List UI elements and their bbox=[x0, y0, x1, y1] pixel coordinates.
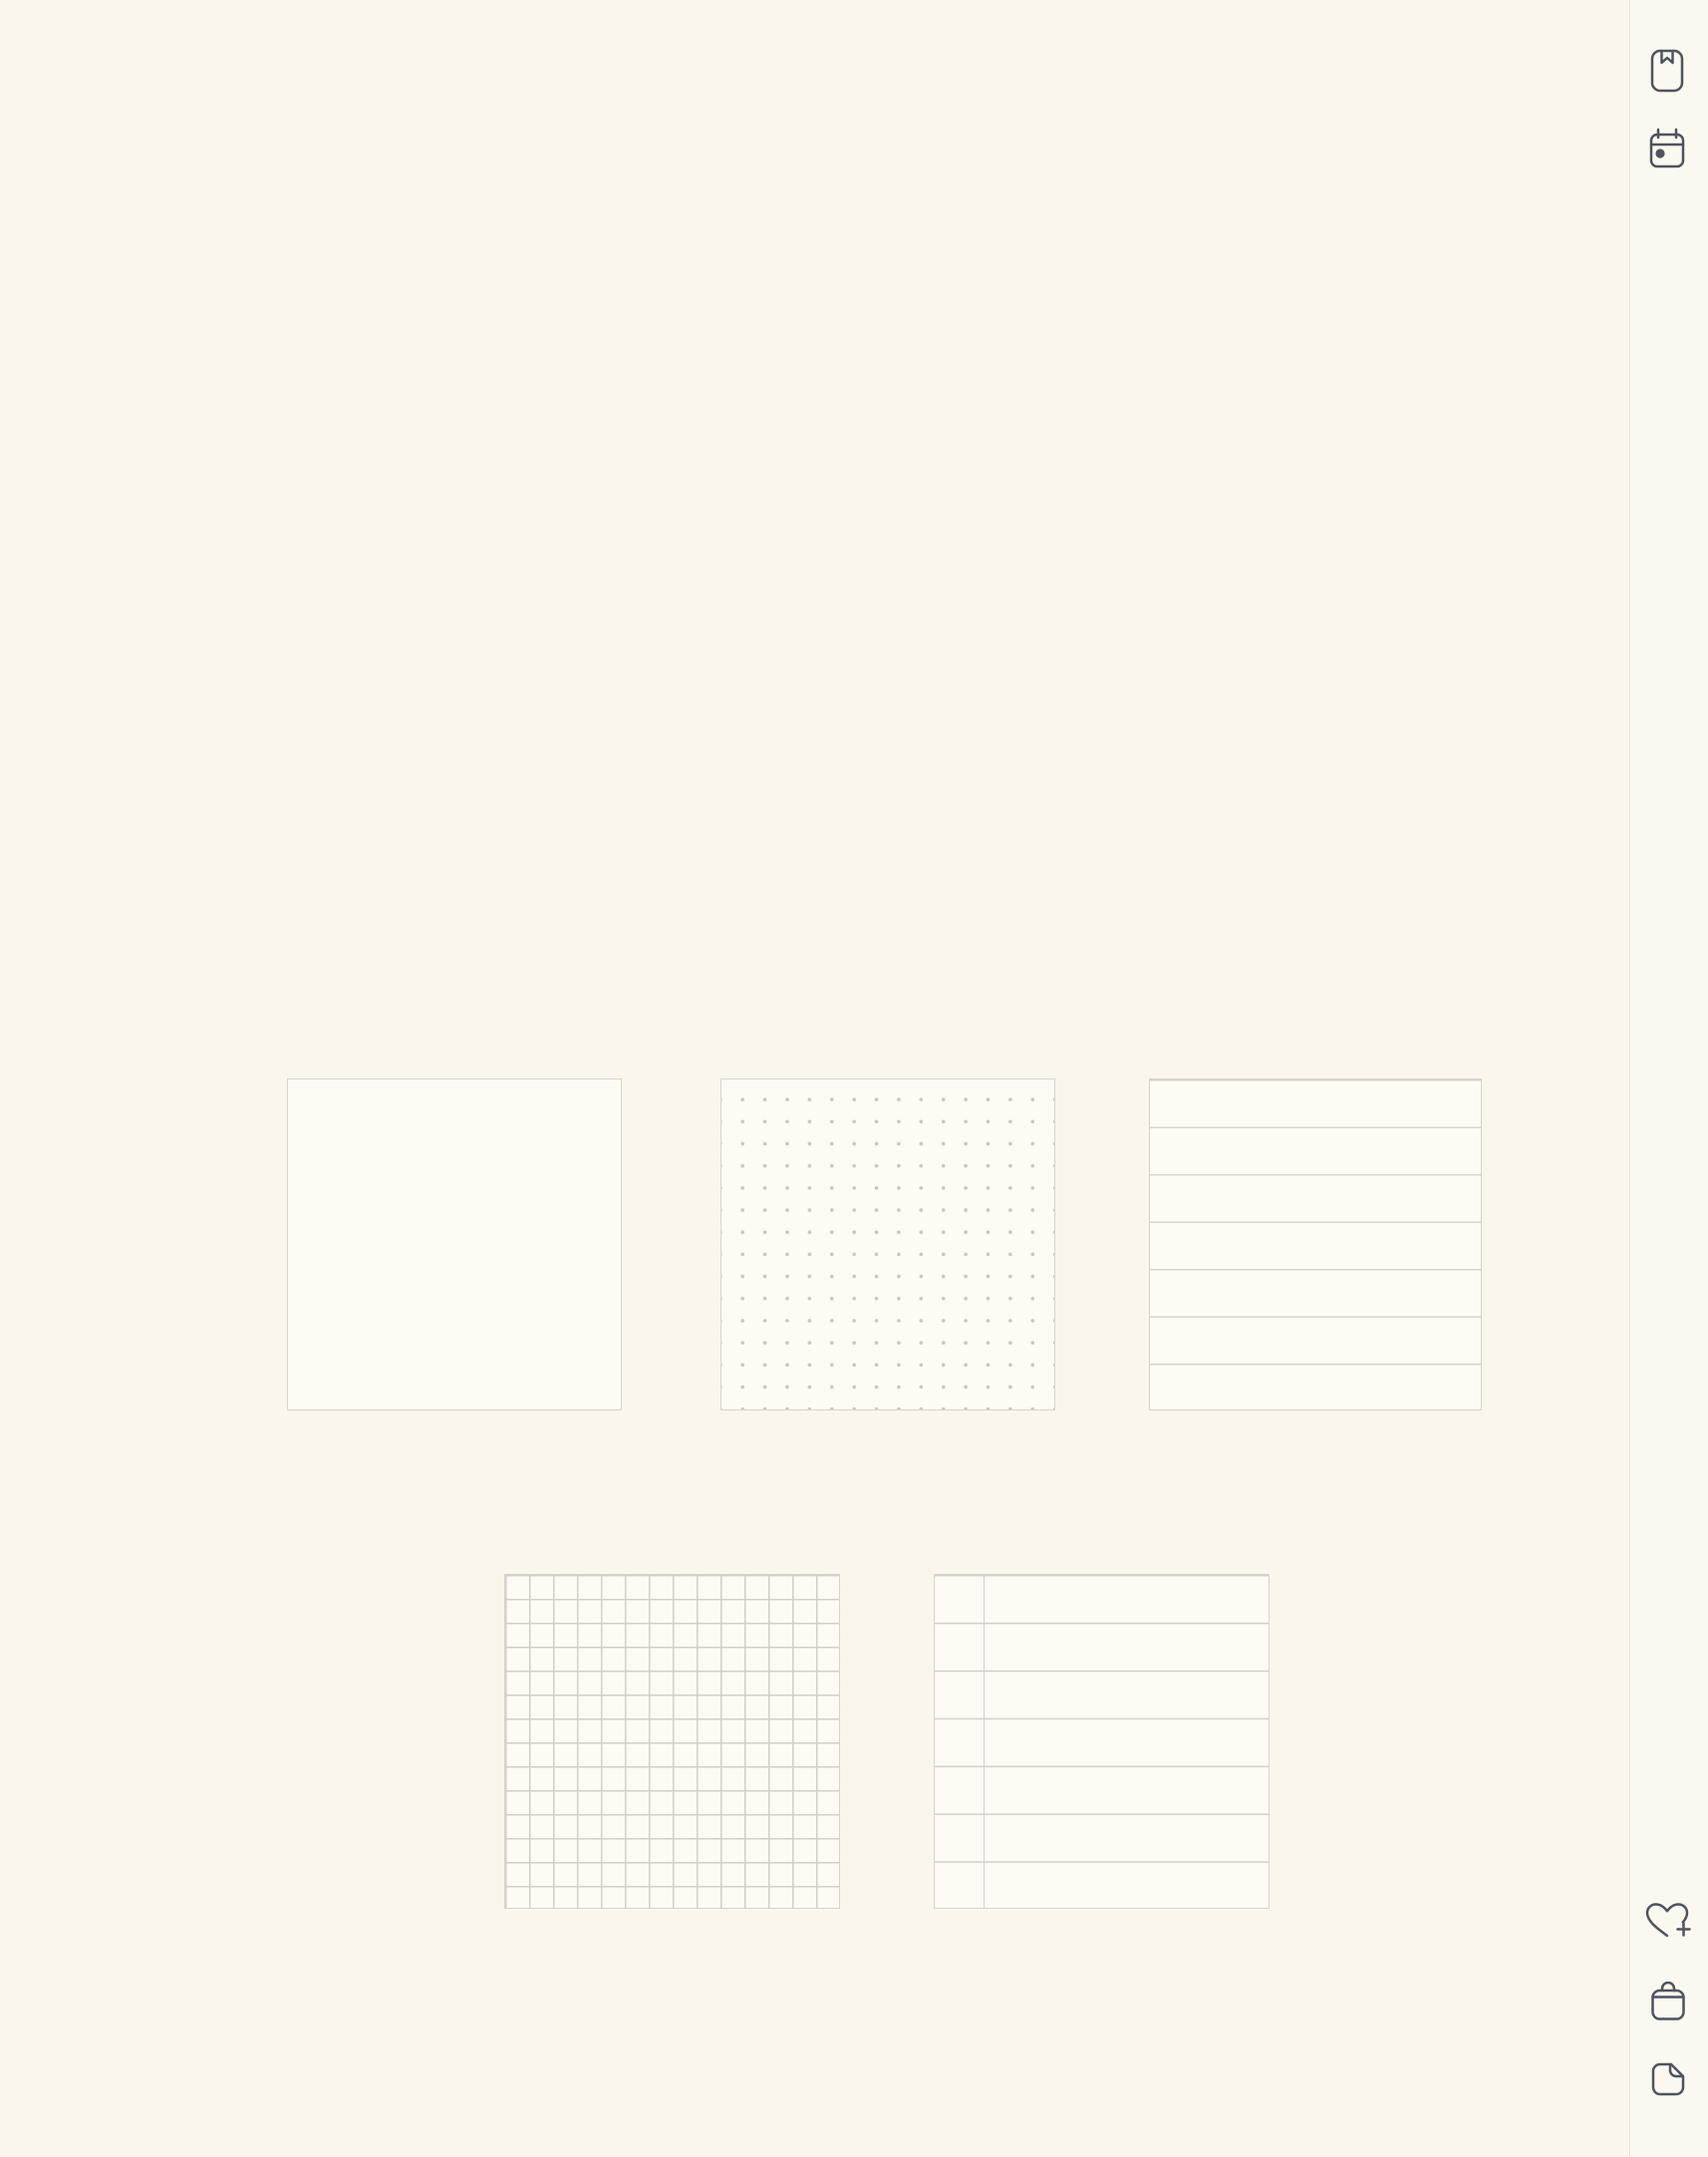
journal-bookmark-icon[interactable] bbox=[1650, 48, 1684, 94]
note-style-table[interactable] bbox=[934, 1574, 1270, 1909]
table-column-divider bbox=[984, 1575, 985, 1908]
note-page-icon[interactable] bbox=[1650, 2061, 1686, 2097]
note-style-dotted[interactable] bbox=[720, 1078, 1055, 1410]
clipboard-icon[interactable] bbox=[1650, 1982, 1686, 2021]
note-style-checkered[interactable] bbox=[504, 1574, 840, 1909]
heart-plus-icon[interactable] bbox=[1644, 1902, 1692, 1942]
sidebar bbox=[1629, 0, 1708, 2157]
calendar-icon[interactable] bbox=[1648, 128, 1686, 169]
note-style-plain[interactable] bbox=[287, 1078, 622, 1410]
page-title bbox=[60, 117, 130, 765]
note-style-lined[interactable] bbox=[1149, 1078, 1482, 1410]
